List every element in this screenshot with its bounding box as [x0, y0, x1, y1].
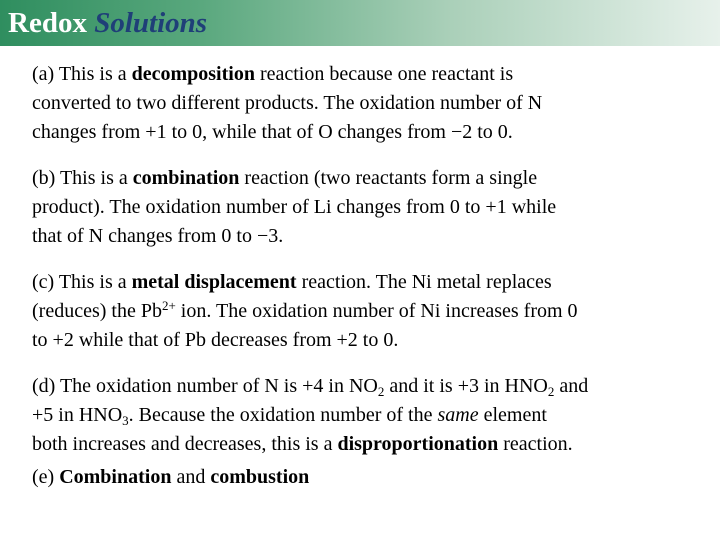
paragraph-b — [32, 164, 708, 251]
charge-superscript: 2+ — [161, 298, 176, 313]
text: ion. The oxidation number of Ni increases from 0 — [175, 300, 578, 322]
title-part-1: Redox — [8, 7, 87, 39]
text: and it is +3 in HNO — [384, 375, 548, 397]
text: (c) This is a — [32, 271, 132, 293]
subscript: 2 — [547, 384, 555, 399]
text: (d) The oxidation number of N is +4 in NO — [32, 375, 378, 397]
reaction-type-combustion: combustion — [210, 466, 310, 488]
paragraph-c-line-1 — [32, 268, 708, 297]
reaction-type-decomposition: decomposition — [131, 63, 255, 85]
paragraph-e-line-1 — [32, 463, 708, 492]
text: (a) This is a — [32, 63, 132, 85]
paragraph-b-line-2: product). The oxidation number of Li changes from 0 to +1 while — [32, 196, 557, 218]
paragraph-b-line-1 — [32, 164, 708, 193]
text: and — [554, 375, 589, 397]
paragraph-d-line-3 — [32, 430, 708, 459]
subscript: 3 — [122, 413, 129, 428]
text: . Because the oxidation number of the — [128, 404, 438, 426]
paragraph-e — [32, 463, 708, 492]
slide-title — [8, 6, 207, 40]
paragraph-d — [32, 372, 708, 459]
text: element — [478, 404, 547, 426]
answer-content — [32, 60, 708, 509]
paragraph-a-line-1 — [32, 60, 708, 89]
text: reaction because one reactant is — [254, 63, 514, 85]
reaction-type-metal-displacement: metal displacement — [131, 271, 297, 293]
paragraph-c-line-3: to +2 while that of Pb decreases from +2 to 0. — [32, 329, 399, 351]
text: reaction. — [498, 433, 573, 455]
reaction-type-disproportionation: disproportionation — [337, 433, 499, 455]
text: both increases and decreases, this is a — [32, 433, 338, 455]
text: (e) — [32, 466, 60, 488]
paragraph-c — [32, 268, 708, 355]
emphasis-same: same — [437, 404, 479, 426]
reaction-type-combination: Combination — [59, 466, 172, 488]
paragraph-b-line-3: that of N changes from 0 to −3. — [32, 225, 284, 247]
title-part-2: Solutions — [94, 7, 208, 39]
paragraph-d-line-1 — [32, 372, 708, 401]
text: (b) This is a — [32, 167, 133, 189]
text: reaction. The Ni metal replaces — [296, 271, 552, 293]
reaction-type-combination: combination — [132, 167, 240, 189]
paragraph-a-line-2: converted to two different products. The oxidation number of N — [32, 92, 543, 114]
subscript: 2 — [377, 384, 385, 399]
paragraph-a-line-3: changes from +1 to 0, while that of O changes from −2 to 0. — [32, 121, 513, 143]
text: (reduces) the Pb — [32, 300, 162, 322]
paragraph-a — [32, 60, 708, 147]
paragraph-d-line-2 — [32, 401, 708, 430]
paragraph-c-line-2 — [32, 297, 708, 326]
text: and — [171, 466, 211, 488]
text: reaction (two reactants form a single — [239, 167, 538, 189]
text: +5 in HNO — [32, 404, 123, 426]
